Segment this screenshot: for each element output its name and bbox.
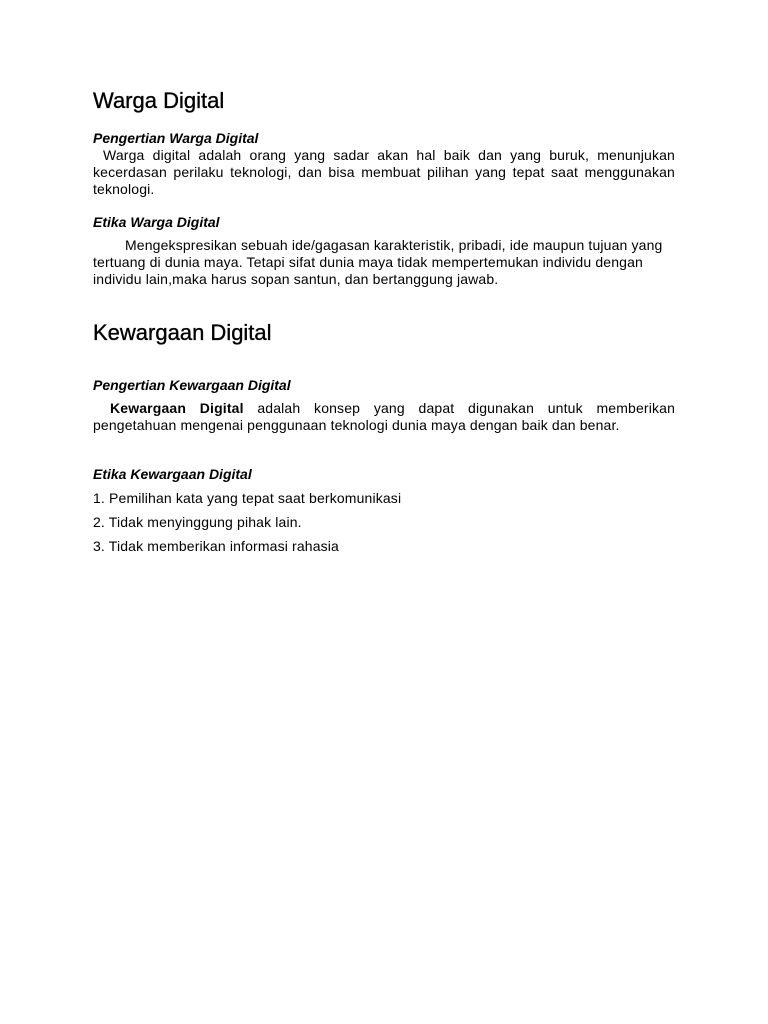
paragraph-text: adalah konsep yang dapat digunakan untuk memberikan pengetahuan mengenai penggunaan teknologi dunia maya dengan baik dan benar. — [93, 400, 675, 433]
bold-term-kewargaan-digital: Kewargaan Digital — [110, 400, 244, 416]
paragraph-etika-warga-digital: Mengekspresikan sebuah ide/gagasan karakteristik, pribadi, ide maupun tujuan yang tertuang di dunia maya. Tetapi sifat dunia maya tidak mempertemukan individu dengan individu lain,maka harus sopan santun, dan bertanggung jawab. — [93, 237, 663, 287]
section-title-warga-digital: Warga Digital — [93, 88, 225, 113]
paragraph-pengertian-kewargaan-digital — [93, 400, 675, 434]
subheading-pengertian-kewargaan-digital: Pengertian Kewargaan Digital — [93, 377, 291, 393]
subheading-etika-warga-digital: Etika Warga Digital — [93, 214, 220, 230]
subheading-pengertian-warga-digital: Pengertian Warga Digital — [93, 130, 259, 146]
section-title-kewargaan-digital: Kewargaan Digital — [93, 320, 272, 345]
list-item: 2. Tidak menyinggung pihak lain. — [93, 514, 302, 530]
subheading-etika-kewargaan-digital: Etika Kewargaan Digital — [93, 466, 252, 482]
paragraph-pengertian-warga-digital: Warga digital adalah orang yang sadar akan hal baik dan yang buruk, menunjukan kecerdasan perilaku teknologi, dan bisa membuat pilihan yang tepat saat menggunakan teknologi. — [93, 147, 675, 197]
list-item: 3. Tidak memberikan informasi rahasia — [93, 538, 339, 554]
list-item: 1. Pemilihan kata yang tepat saat berkomunikasi — [93, 490, 402, 506]
